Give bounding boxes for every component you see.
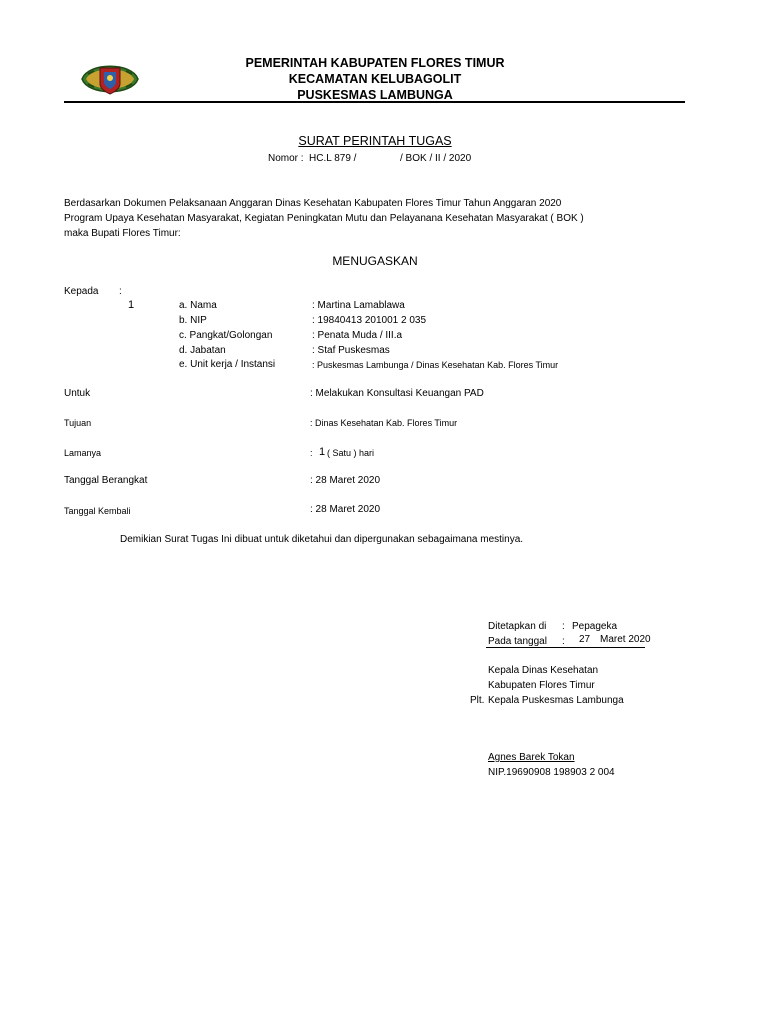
- detail-value-lamanya-number: 1: [319, 446, 326, 458]
- field-value-unit-kerja: : Puskesmas Lambunga / Dinas Kesehatan Kab. Flores Timur: [312, 360, 559, 370]
- nomor-suffix: / BOK / II / 2020: [400, 153, 472, 164]
- regency-crest-logo: [78, 54, 142, 104]
- nomor-label: Nomor :: [268, 153, 304, 164]
- field-label-pangkat: c. Pangkat/Golongan: [179, 330, 273, 341]
- signer-plt-prefix: Plt.: [470, 695, 485, 706]
- detail-value-tanggal-berangkat: : 28 Maret 2020: [310, 475, 381, 486]
- field-label-jabatan: d. Jabatan: [179, 345, 226, 356]
- detail-value-lamanya-text: ( Satu ) hari: [327, 448, 375, 458]
- signer-role-line-1: Kepala Dinas Kesehatan: [488, 665, 599, 676]
- field-value-nama: : Martina Lamablawa: [312, 300, 405, 311]
- header-line-government: PEMERINTAH KABUPATEN FLORES TIMUR: [245, 56, 505, 70]
- nomor-prefix: HC.L 879 /: [309, 153, 357, 164]
- field-value-jabatan: : Staf Puskesmas: [312, 345, 390, 356]
- signer-role-line-2: Kabupaten Flores Timur: [488, 680, 595, 691]
- signer-role-line-3: Kepala Puskesmas Lambunga: [488, 695, 624, 706]
- intro-paragraph: [64, 196, 584, 241]
- letterhead-divider: [64, 101, 685, 103]
- detail-value-lamanya-colon: :: [310, 448, 313, 458]
- detail-label-tanggal-kembali: Tanggal Kembali: [64, 506, 131, 516]
- detail-label-tujuan: Tujuan: [64, 418, 92, 428]
- intro-line-1: Berdasarkan Dokumen Pelaksanaan Anggaran Dinas Kesehatan Kabupaten Flores Timur Tahun Anggaran 2020: [64, 198, 562, 209]
- header-line-puskesmas: PUSKESMAS LAMBUNGA: [297, 88, 453, 102]
- tanggal-colon: :: [562, 636, 565, 647]
- signer-name: Agnes Barek Tokan: [488, 752, 575, 763]
- kepada-label: Kepada: [64, 286, 99, 297]
- assignee-number: 1: [128, 299, 135, 311]
- ditetapkan-label: Ditetapkan di: [488, 621, 547, 632]
- header-line-district: KECAMATAN KELUBAGOLIT: [288, 72, 462, 86]
- field-label-nama: a. Nama: [179, 300, 217, 311]
- closing-statement: Demikian Surat Tugas Ini dibuat untuk diketahui dan dipergunakan sebagaimana mestinya.: [120, 534, 524, 545]
- kepada-colon: :: [119, 286, 122, 297]
- ditetapkan-colon: :: [562, 621, 565, 632]
- field-value-nip: : 19840413 201001 2 035: [312, 315, 426, 326]
- detail-label-untuk: Untuk: [64, 388, 91, 399]
- tanggal-label: Pada tanggal: [488, 636, 547, 647]
- signer-nip: NIP.19690908 198903 2 004: [488, 767, 615, 778]
- tanggal-month-year: Maret 2020: [600, 634, 651, 645]
- field-label-unit-kerja: e. Unit kerja / Instansi: [179, 359, 276, 370]
- detail-label-tanggal-berangkat: Tanggal Berangkat: [64, 475, 148, 486]
- tanggal-day: 27: [579, 634, 591, 645]
- intro-line-2: Program Upaya Kesehatan Masyarakat, Kegiatan Peningkatan Mutu dan Pelayanana Kesehatan Masyarakat ( BOK ): [64, 213, 584, 224]
- detail-label-lamanya: Lamanya: [64, 448, 102, 458]
- date-underline: [486, 647, 645, 648]
- menugaskan-heading: MENUGASKAN: [332, 254, 418, 268]
- detail-value-tanggal-kembali: : 28 Maret 2020: [310, 504, 381, 515]
- intro-line-3: maka Bupati Flores Timur:: [64, 228, 181, 239]
- letter-title: SURAT PERINTAH TUGAS: [298, 134, 452, 148]
- field-label-nip: b. NIP: [179, 315, 207, 326]
- ditetapkan-value: Pepageka: [572, 621, 618, 632]
- detail-value-untuk: : Melakukan Konsultasi Keuangan PAD: [310, 388, 484, 399]
- field-value-pangkat: : Penata Muda / III.a: [312, 330, 403, 341]
- detail-value-tujuan: : Dinas Kesehatan Kab. Flores Timur: [310, 418, 458, 428]
